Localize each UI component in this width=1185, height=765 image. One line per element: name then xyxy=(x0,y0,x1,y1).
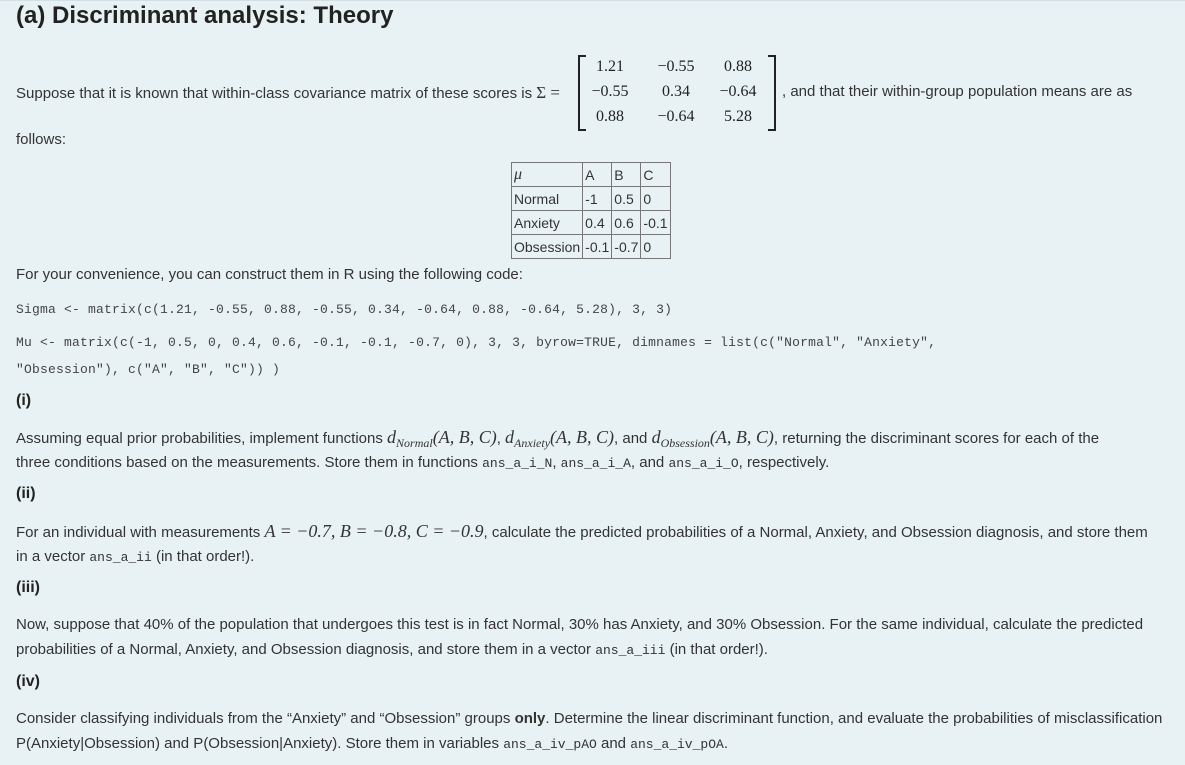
emphasis-only: only xyxy=(514,710,546,727)
var-ans-a-iii: ans_a_iii xyxy=(595,643,666,658)
table-cell: -1 xyxy=(583,187,612,211)
table-cell: Anxiety xyxy=(512,211,583,235)
d-normal: $d_{Normal}(A$, B, C) xyxy=(387,427,497,450)
matrix-cell: 0.34 xyxy=(662,83,690,100)
d-obsession: $d_{Obsession}(A$, B, C) xyxy=(651,427,774,450)
intro-before-matrix: Suppose that it is known that within-class covariance matrix of these scores is xyxy=(16,85,533,102)
fn-name-normal: ans_a_i_N xyxy=(482,456,553,471)
part-ii-line-1: For an individual with measurements A = −0.7, B = −0.8, C = −0.9, calculate the predicted probabilities of a Normal, Anxiety, and Obsession diagnosis, and store them xyxy=(16,521,1148,541)
table-cell: 0 xyxy=(641,235,670,259)
part-iii-heading: (iii) xyxy=(16,579,40,596)
var-ans-a-iv-pOA: ans_a_iv_pOA xyxy=(630,737,724,752)
table-header-cell: B xyxy=(612,163,641,187)
sigma-matrix xyxy=(578,55,776,127)
part-iii-line-1: Now, suppose that 40% of the population that undergoes this test is in fact Normal, 30% has Anxiety, and 30% Obsession. For the same individual, calculate the predicted xyxy=(16,616,1144,633)
part-ii-line-2: in a vector ans_a_ii (in that order!). xyxy=(16,548,255,565)
matrix-cell: 5.28 xyxy=(724,108,752,125)
table-row xyxy=(512,187,671,211)
mu-symbol: μ xyxy=(512,163,583,187)
var-ans-a-iv-pAO: ans_a_iv_pAO xyxy=(503,737,597,752)
sigma-symbol: Σ = xyxy=(536,83,560,102)
table-cell: 0.5 xyxy=(612,187,641,211)
part-iii-line-2: probabilities of a Normal, Anxiety, and Obsession diagnosis, and store them in a vector ans_a_iii (in that order!). xyxy=(16,641,768,658)
part-i-line-1 xyxy=(16,427,1099,451)
section-title: (a) Discriminant analysis: Theory xyxy=(16,2,394,29)
part-i-text-2: , returning the discriminant scores for each of the xyxy=(773,430,1100,447)
table-header-row xyxy=(512,163,671,187)
fn-name-obsession: ans_a_i_O xyxy=(668,456,739,471)
table-cell: 0.4 xyxy=(583,211,612,235)
matrix-right-bracket xyxy=(768,55,776,131)
matrix-cell: 0.88 xyxy=(724,58,752,75)
table-cell: 0 xyxy=(641,187,670,211)
d-anxiety: $d_{Anxiety}(A$, B, C) xyxy=(505,427,615,450)
matrix-cell: −0.64 xyxy=(719,83,757,100)
matrix-cell: 0.88 xyxy=(596,108,624,125)
matrix-cell: −0.64 xyxy=(657,108,695,125)
part-i-text-3: three conditions based on the measurements. Store them in functions xyxy=(16,454,478,471)
table-cell: -0.7 xyxy=(612,235,641,259)
part-i-text: Assuming equal prior probabilities, implement functions xyxy=(16,430,383,447)
matrix-cell: 1.21 xyxy=(596,58,624,75)
var-ans-a-ii: ans_a_ii xyxy=(89,550,152,565)
table-header-cell: A xyxy=(583,163,612,187)
convenience-text: For your convenience, you can construct them in R using the following code: xyxy=(16,266,523,283)
part-i-heading: (i) xyxy=(16,392,32,409)
code-line-1: Sigma <- matrix(c(1.21, -0.55, 0.88, -0.55, 0.34, -0.64, 0.88, -0.64, 5.28), 3, 3) xyxy=(16,302,673,317)
table-cell: Normal xyxy=(512,187,583,211)
table-cell: 0.6 xyxy=(612,211,641,235)
fn-name-anxiety: ans_a_i_A xyxy=(560,456,631,471)
table-cell: -0.1 xyxy=(641,211,670,235)
code-line-2: Mu <- matrix(c(-1, 0.5, 0, 0.4, 0.6, -0.1, -0.1, -0.7, 0), 3, 3, byrow=TRUE, dimnames = list(c("Normal", "Anxiety", xyxy=(16,335,937,350)
table-cell: -0.1 xyxy=(583,235,612,259)
measurements-math: A = −0.7, B = −0.8, C = −0.9 xyxy=(264,521,484,541)
intro-text xyxy=(16,83,560,103)
and-text: , and xyxy=(614,430,648,447)
part-iv-line-2: P(Anxiety|Obsession) and P(Obsession|Anxiety). Store them in variables ans_a_iv_pAO and ans_a_iv_pOA. xyxy=(16,735,728,752)
part-ii-heading: (ii) xyxy=(16,485,36,502)
top-divider xyxy=(0,0,1185,1)
table-cell: Obsession xyxy=(512,235,583,259)
part-iv-heading: (iv) xyxy=(16,673,40,690)
part-iv-line-1: Consider classifying individuals from the “Anxiety” and “Obsession” groups only. Determine the linear discriminant function, and evaluate the probabilities of misclassification xyxy=(16,710,1163,727)
mu-table xyxy=(511,162,671,259)
code-line-3: "Obsession"), c("A", "B", "C")) ) xyxy=(16,362,281,377)
matrix-cell: −0.55 xyxy=(657,58,695,75)
intro-follows: follows: xyxy=(16,131,67,148)
table-row xyxy=(512,235,671,259)
table-header-cell: C xyxy=(641,163,670,187)
table-row xyxy=(512,211,671,235)
part-i-line-2: three conditions based on the measurements. Store them in functions ans_a_i_N, ans_a_i_A, and ans_a_i_O, respectively. xyxy=(16,454,830,471)
intro-after-matrix: , and that their within-group population means are as xyxy=(782,83,1133,100)
comma: , xyxy=(496,430,501,447)
matrix-cell: −0.55 xyxy=(591,83,629,100)
